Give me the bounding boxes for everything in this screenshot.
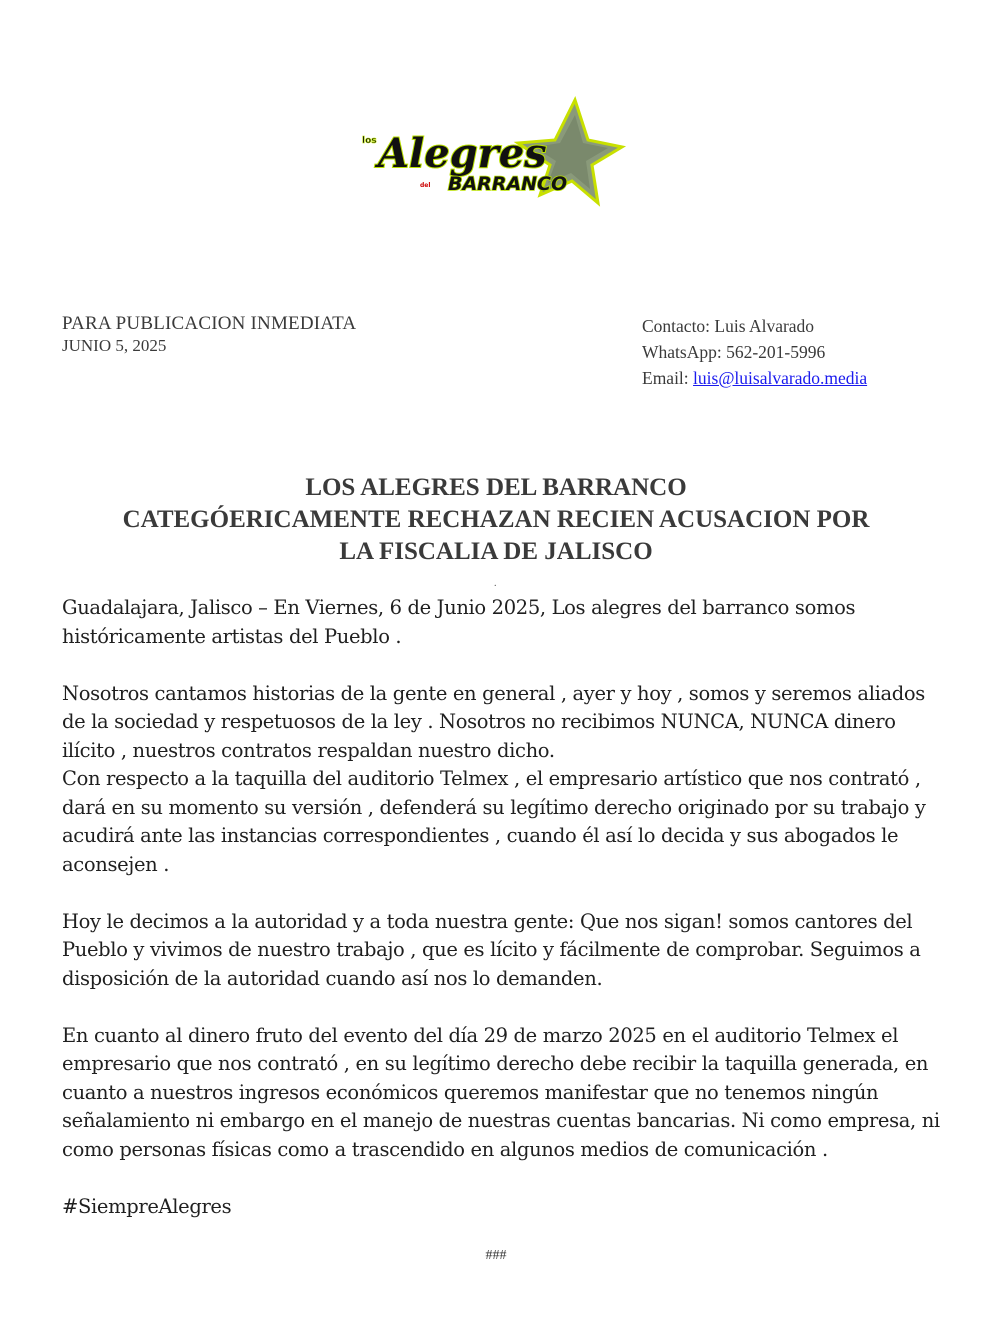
title-line-2: CATEGÓERICAMENTE RECHAZAN RECIEN ACUSACION POR bbox=[122, 506, 870, 533]
contact-email-link[interactable]: luis@luisalvarado.media bbox=[693, 368, 868, 388]
logo-graphic bbox=[350, 95, 630, 210]
paragraph-taquilla: Con respecto a la taquilla del auditorio Telmex , el empresario artístico que nos contrató , dará en su momento su versión , defenderá su legítimo derecho originado por su trabajo y acudirá ante las instancias correspondientes , cuando él así lo decida y sus abogados le aconsejen . bbox=[62, 767, 926, 876]
contact-email-label: Email: bbox=[642, 368, 689, 388]
title-line-1: LOS ALEGRES DEL BARRANCO bbox=[305, 474, 687, 501]
contact-email-row bbox=[642, 365, 867, 391]
release-date: JUNIO 5, 2025 bbox=[62, 336, 167, 355]
contact-block bbox=[642, 313, 867, 391]
logo-top-text: los bbox=[362, 136, 377, 146]
hashtag: #SiempreAlegres bbox=[62, 1194, 232, 1218]
contact-name: Contacto: Luis Alvarado bbox=[642, 316, 815, 336]
paragraph-statement: Nosotros cantamos historias de la gente en general , ayer y hoy , somos y seremos aliados de la sociedad y respetuosos de la ley . Nosotros no recibimos NUNCA, NUNCA dinero ilícito , nuestros contratos respaldan nuestro dicho. bbox=[62, 681, 925, 762]
release-label: PARA PUBLICACION INMEDIATA bbox=[62, 313, 357, 334]
title-line-3: LA FISCALIA DE JALISCO bbox=[339, 538, 653, 565]
paragraph-finances: En cuanto al dinero fruto del evento del día 29 de marzo 2025 en el auditorio Telmex el empresario que nos contrató , en su legítimo derecho debe recibir la taquilla generada, en cuanto a nuestros ingresos económicos queremos manifestar que no tenemos ningún señalamiento ni embargo en el manejo de nuestras cuentas bancarias. Ni como empresa, ni como personas físicas como a trascendido en algunos medios de comunicación . bbox=[62, 1023, 940, 1161]
separator-dot: . bbox=[494, 578, 497, 589]
contact-whatsapp: WhatsApp: 562-201-5996 bbox=[642, 342, 826, 362]
end-mark: ### bbox=[485, 1248, 507, 1263]
release-header bbox=[62, 313, 356, 357]
press-release-body bbox=[62, 594, 942, 1221]
logo-sub-text: BARRANCO bbox=[448, 173, 568, 195]
logo-main-text: Alegres bbox=[378, 130, 547, 177]
press-release-title bbox=[40, 472, 952, 568]
logo-small-text: del bbox=[420, 182, 431, 189]
band-logo bbox=[350, 95, 630, 210]
paragraph-intro: Guadalajara, Jalisco – En Viernes, 6 de Junio 2025, Los alegres del barranco somos históricamente artistas del Pueblo . bbox=[62, 596, 856, 648]
paragraph-message: Hoy le decimos a la autoridad y a toda nuestra gente: Que nos sigan! somos cantores del Pueblo y vivimos de nuestro trabajo , que es lícito y fácilmente de comprobar. Seguimos a disposición de la autoridad cuando así nos lo demanden. bbox=[62, 909, 921, 990]
